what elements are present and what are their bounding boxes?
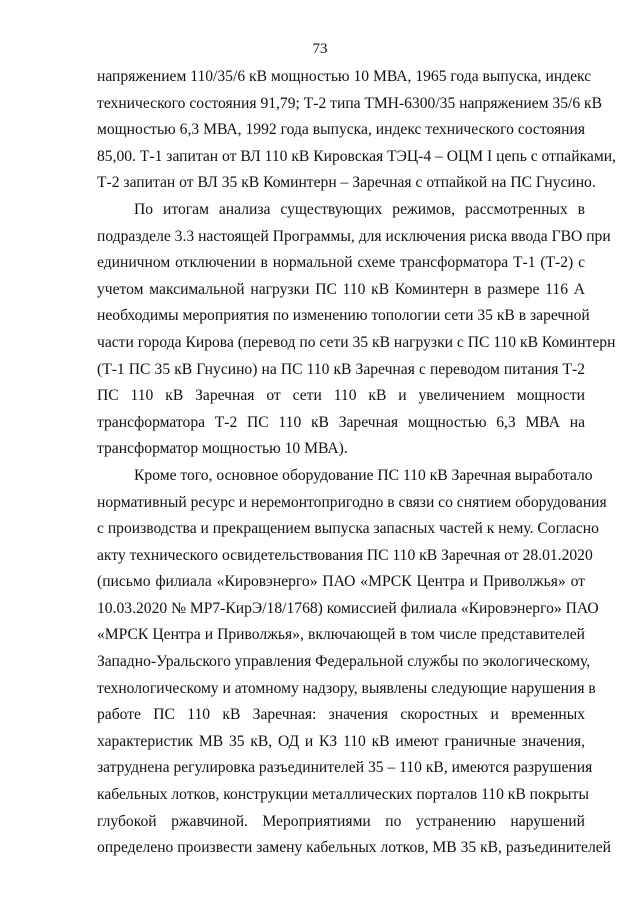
text-line: Кроме того, основное оборудование ПС 110 кВ Заречная выработало [134,466,593,484]
text-line: работе ПС 110 кВ Заречная: значения скоростных и временных [97,706,585,724]
text-line: 85,00. Т-1 запитан от ВЛ 110 кВ Кировская ТЭЦ-4 – ОЦМ I цепь с отпайками, [97,147,616,165]
text-line: с производства и прекращением выпуска запасных частей к нему. Согласно [97,520,599,538]
text-line: характеристик МВ 35 кВ, ОД и КЗ 110 кВ имеют граничные значения, [97,732,585,750]
text-line: учетом максимальной нагрузки ПС 110 кВ Коминтерн в размере 116 А [97,280,585,298]
text-line: нормативный ресурс и неремонтопригодно в связи со снятием оборудования [97,493,607,511]
text-line: необходимы мероприятия по изменению топологии сети 35 кВ в заречной [97,307,590,325]
text-line: технического состояния 91,79; Т-2 типа ТМН-6300/35 напряжением 35/6 кВ [97,94,602,112]
document-body [97,64,616,862]
page-number: 73 [312,41,328,57]
paragraph-1 [97,64,616,197]
text-line: технологическому и атомному надзору, выявлены следующие нарушения в [97,679,596,697]
paragraph-3 [97,463,611,862]
text-line: определено произвести замену кабельных лотков, МВ 35 кВ, разъединителей [97,839,611,857]
text-line: кабельных лотков, конструкции металлических порталов 110 кВ покрыты [97,786,589,804]
text-line: Т-2 запитан от ВЛ 35 кВ Коминтерн – Заречная с отпайкой на ПС Гнусино. [97,174,596,192]
text-line: напряжением 110/35/6 кВ мощностью 10 МВА, 1965 года выпуска, индекс [97,68,592,85]
text-line: трансформатора Т-2 ПС 110 кВ Заречная мощностью 6,3 МВА на [97,413,585,431]
text-line: мощностью 6,3 МВА, 1992 года выпуска, индекс технического состояния [97,121,585,139]
text-line: части города Кирова (перевод по сети 35 кВ нагрузки с ПС 110 кВ Коминтерн [97,333,616,351]
text-line: ПС 110 кВ Заречная от сети 110 кВ и увеличением мощности [97,387,585,405]
text-line: По итогам анализа существующих режимов, рассмотренных в [134,200,585,218]
text-line: акту технического освидетельствования ПС 110 кВ Заречная от 28.01.2020 [97,546,593,564]
text-line: «МРСК Центра и Приволжья», включающей в том числе представителей [97,626,585,644]
text-line: Западно-Уральского управления Федеральной службы по экологическому, [97,653,591,671]
paragraph-2 [97,197,616,463]
text-line: единичном отключении в нормальной схеме трансформатора Т-1 (Т-2) с [97,254,585,272]
text-line: 10.03.2020 № МР7-КирЭ/18/1768) комиссией филиала «Кировэнерго» ПАО [97,599,599,617]
text-line: глубокой ржавчиной. Мероприятиями по устранению нарушений [97,812,585,830]
text-line: (письмо филиала «Кировэнерго» ПАО «МРСК Центра и Приволжья» от [97,573,585,591]
text-line: (Т-1 ПС 35 кВ Гнусино) на ПС 110 кВ Заречная с переводом питания Т-2 [97,360,585,378]
text-line: затруднена регулировка разъединителей 35 – 110 кВ, имеются разрушения [97,759,593,777]
text-line: трансформатор мощностью 10 МВА). [97,440,348,458]
text-line: подразделе 3.3 настоящей Программы, для исключения риска ввода ГВО при [97,227,611,245]
